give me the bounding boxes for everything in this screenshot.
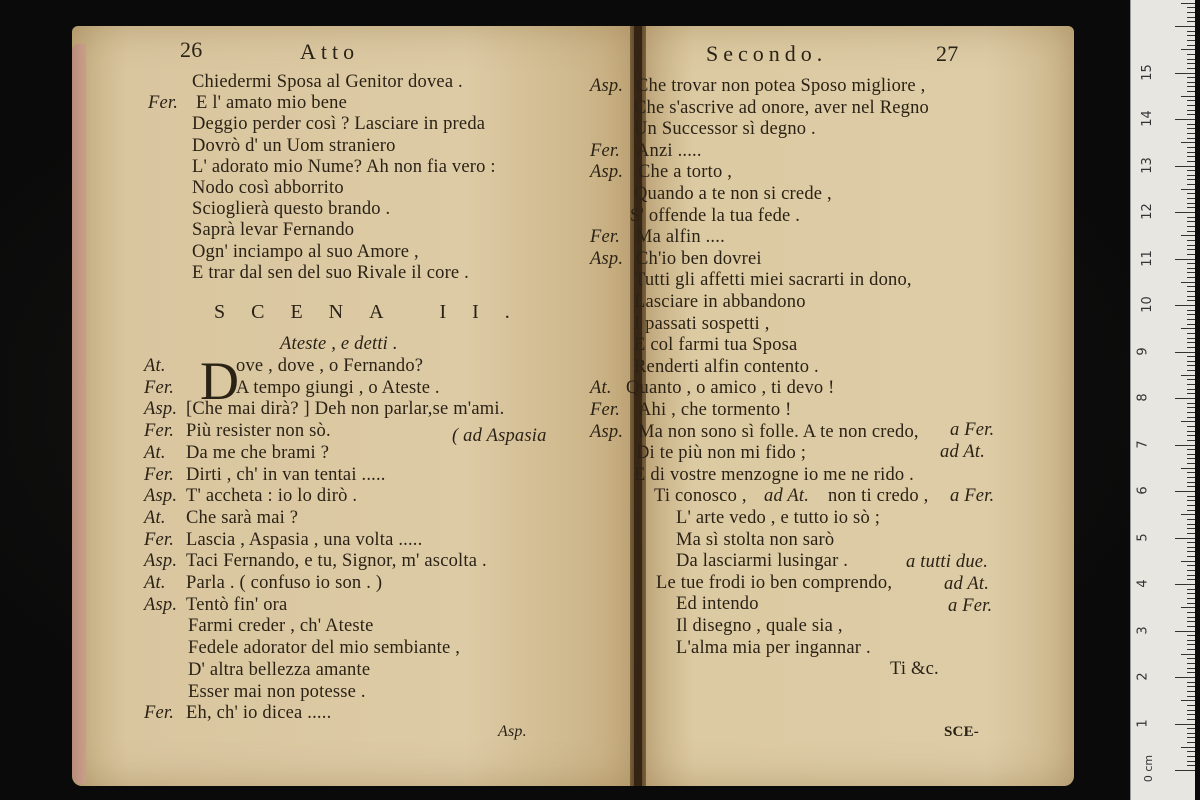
speaker-label: At.	[144, 442, 166, 463]
ruler-tick	[1187, 649, 1195, 650]
aside-ad-aspasia: ( ad Aspasia	[452, 426, 547, 446]
verse-line: Quanto , o amico , ti devo !	[626, 378, 835, 399]
ruler-tick	[1187, 68, 1195, 69]
verse-line: Ed intendo	[676, 594, 759, 615]
ruler-tick	[1187, 598, 1195, 599]
speaker-label: Asp.	[590, 76, 624, 96]
ruler-tick	[1187, 54, 1195, 55]
speaker-label: Fer.	[144, 529, 175, 550]
verse-line: Lasciare in abbandono	[634, 292, 806, 312]
ruler-tick	[1187, 542, 1195, 543]
speaker-label: Fer.	[144, 703, 175, 724]
ruler-tick	[1187, 617, 1195, 618]
verse-line: I passati sospetti ,	[634, 313, 770, 334]
speaker-label: Asp.	[590, 421, 624, 442]
ruler-tick	[1181, 468, 1195, 469]
ruler-tick	[1187, 338, 1195, 339]
ruler-number: 15	[1139, 63, 1155, 81]
ruler-tick	[1187, 179, 1195, 180]
verse-line: Le tue frodi io ben comprendo,	[656, 572, 893, 593]
ruler-tick	[1187, 733, 1195, 734]
ruler-number: 9	[1135, 346, 1151, 356]
verse-line: Ti &c.	[890, 659, 939, 680]
ruler-tick	[1187, 403, 1195, 404]
ruler-number: 1	[1135, 718, 1151, 728]
speaker-label: Fer.	[590, 227, 621, 248]
ruler-tick	[1175, 631, 1195, 632]
ruler-tick	[1181, 282, 1195, 283]
speaker-label: Asp.	[144, 399, 178, 420]
ruler-tick	[1187, 714, 1195, 715]
ruler-tick	[1187, 486, 1195, 487]
ruler-tick	[1181, 747, 1195, 748]
speaker-label: Fer.	[590, 400, 621, 420]
ruler-tick	[1187, 417, 1195, 418]
ruler-tick	[1187, 756, 1195, 757]
verse-line: Saprà levar Fernando	[192, 220, 355, 241]
ruler-tick	[1187, 310, 1195, 311]
ruler-tick	[1181, 142, 1195, 143]
verse-line: Un Successor sì degno .	[634, 119, 816, 140]
ruler-tick	[1187, 365, 1195, 366]
aside-ad-at-2: ad At.	[764, 486, 810, 506]
verse-line: Da lasciarmi lusingar .	[676, 551, 849, 572]
speaker-label: Fer.	[148, 93, 179, 114]
ruler-tick	[1175, 352, 1195, 353]
ruler-tick	[1187, 551, 1195, 552]
ruler-tick	[1187, 324, 1195, 325]
verse-line: E l' amato mio bene	[196, 93, 347, 114]
ruler-tick	[1187, 231, 1195, 232]
drop-cap: D	[200, 351, 239, 411]
ruler-tick	[1181, 514, 1195, 515]
ruler-tick	[1175, 398, 1195, 399]
aside-a-tutti-due: a tutti due.	[906, 552, 989, 572]
ruler-tick	[1187, 575, 1195, 576]
ruler-tick	[1187, 435, 1195, 436]
ruler-tick	[1187, 128, 1195, 129]
ruler-tick	[1181, 328, 1195, 329]
stage-direction: Ateste , e detti .	[280, 334, 398, 354]
verse-line: Che a torto ,	[638, 162, 733, 183]
verse-line: Tentò fin' ora	[186, 594, 288, 615]
page-number-right: 27	[936, 41, 959, 66]
ruler-tick	[1187, 528, 1195, 529]
ruler-tick	[1187, 105, 1195, 106]
ruler-tick	[1187, 696, 1195, 697]
ruler-tick	[1187, 412, 1195, 413]
ruler-tick	[1175, 677, 1195, 678]
speaker-label: Fer.	[144, 377, 175, 398]
ruler-tick	[1181, 607, 1195, 608]
running-head-right: Secondo.	[706, 41, 828, 66]
page-edge	[72, 44, 86, 784]
verse-line: Dirti , ch' in van tentai .....	[186, 464, 386, 485]
verse-line: Scioglierà questo brando .	[192, 199, 391, 220]
ruler-tick	[1187, 7, 1195, 8]
ruler-tick	[1187, 152, 1195, 153]
ruler-tick	[1187, 761, 1195, 762]
aside-a-fer-3: a Fer.	[948, 596, 993, 616]
ruler-number: 5	[1135, 532, 1151, 542]
ruler-tick	[1187, 203, 1195, 204]
ruler-tick	[1187, 110, 1195, 111]
verse-line: Ma alfin ....	[636, 227, 725, 248]
ruler-tick	[1187, 505, 1195, 506]
verse-line: Ti conosco ,	[654, 486, 747, 507]
ruler-tick	[1187, 426, 1195, 427]
ruler-tick	[1187, 565, 1195, 566]
verse-line: ove , dove , o Fernando?	[236, 356, 424, 376]
page-number-left: 26	[180, 37, 203, 62]
ruler-tick	[1187, 482, 1195, 483]
verse-line: Ma sì stolta non sarò	[676, 529, 835, 550]
ruler-tick	[1187, 198, 1195, 199]
ruler-tick	[1187, 91, 1195, 92]
ruler-tick	[1187, 184, 1195, 185]
verse-line: Deggio perder così ? Lasciare in preda	[192, 114, 486, 135]
ruler-tick	[1175, 166, 1195, 167]
ruler-number: 14	[1139, 110, 1155, 127]
ruler-tick	[1187, 333, 1195, 334]
ruler-tick	[1187, 440, 1195, 441]
ruler-tick	[1187, 556, 1195, 557]
running-head-left: Atto	[300, 39, 360, 64]
ruler-tick	[1187, 100, 1195, 101]
ruler-tick	[1175, 491, 1195, 492]
ruler-tick	[1187, 682, 1195, 683]
ruler-tick	[1181, 96, 1195, 97]
verse-line: Da me che brami ?	[186, 442, 330, 463]
ruler-tick	[1187, 59, 1195, 60]
ruler-tick	[1181, 654, 1195, 655]
aside-non-ti-credo: non ti credo ,	[828, 486, 929, 506]
ruler-tick	[1181, 189, 1195, 190]
ruler-tick	[1187, 579, 1195, 580]
verse-line: Quando a te non si crede ,	[634, 184, 832, 204]
ruler-tick	[1187, 300, 1195, 301]
ruler-tick	[1181, 421, 1195, 422]
ruler-tick	[1187, 686, 1195, 687]
ruler-tick	[1175, 770, 1195, 771]
ruler-tick	[1187, 40, 1195, 41]
ruler-unit: 0 cm	[1142, 754, 1156, 783]
ruler-tick	[1187, 765, 1195, 766]
verse-line: A tempo giungi , o Ateste .	[236, 377, 440, 398]
ruler-tick	[1187, 589, 1195, 590]
measurement-ruler	[1130, 0, 1195, 800]
ruler-tick	[1187, 156, 1195, 157]
ruler-tick	[1175, 259, 1195, 260]
ruler-tick	[1187, 524, 1195, 525]
ruler-tick	[1187, 175, 1195, 176]
ruler-tick	[1187, 314, 1195, 315]
ruler-tick	[1181, 235, 1195, 236]
ruler-tick	[1187, 626, 1195, 627]
ruler-tick	[1187, 86, 1195, 87]
ruler-tick	[1181, 700, 1195, 701]
ruler-tick	[1187, 138, 1195, 139]
ruler-tick	[1187, 77, 1195, 78]
ruler-tick	[1187, 500, 1195, 501]
ruler-tick	[1187, 356, 1195, 357]
verse-line: Che trovar non potea Sposo migliore ,	[636, 76, 926, 96]
ruler-number: 10	[1139, 296, 1155, 313]
verse-line: Lascia , Aspasia , una volta .....	[186, 529, 423, 550]
ruler-tick	[1187, 45, 1195, 46]
ruler-tick	[1187, 431, 1195, 432]
verse-line: Di te più non mi fido ;	[636, 443, 807, 464]
ruler-number: 13	[1139, 156, 1155, 174]
ruler-number: 2	[1135, 672, 1151, 681]
speaker-label: At.	[144, 356, 166, 376]
ruler-tick	[1187, 193, 1195, 194]
verse-line: Il disegno , quale sia ,	[676, 616, 843, 636]
speaker-label: Asp.	[144, 551, 178, 572]
ruler-tick	[1187, 389, 1195, 390]
ruler-tick	[1175, 305, 1195, 306]
ruler-tick	[1181, 561, 1195, 562]
ruler-tick	[1187, 170, 1195, 171]
ruler-tick	[1187, 737, 1195, 738]
ruler-tick	[1175, 119, 1195, 120]
ruler-tick	[1175, 26, 1195, 27]
ruler-tick	[1187, 510, 1195, 511]
ruler-tick	[1187, 245, 1195, 246]
ruler-tick	[1175, 212, 1195, 213]
ruler-tick	[1187, 668, 1195, 669]
ruler-tick	[1187, 570, 1195, 571]
speaker-label: Fer.	[144, 464, 175, 485]
ruler-tick	[1187, 63, 1195, 64]
ruler-tick	[1187, 449, 1195, 450]
verse-line: Che sarà mai ?	[186, 507, 299, 528]
verse-line: Fedele adorator del mio sembiante ,	[188, 638, 461, 659]
catchword-right: SCE-	[944, 724, 979, 740]
ruler-tick	[1187, 658, 1195, 659]
ruler-tick	[1181, 3, 1195, 4]
ruler-tick	[1187, 519, 1195, 520]
ruler-tick	[1187, 361, 1195, 362]
ruler-tick	[1187, 593, 1195, 594]
verse-line: D' altra bellezza amante	[188, 659, 371, 680]
verse-line: Esser mai non potesse .	[188, 681, 366, 702]
verse-line: Più resister non sò.	[186, 421, 331, 442]
ruler-tick	[1187, 221, 1195, 222]
speaker-label: At.	[144, 573, 166, 593]
ruler-tick	[1187, 291, 1195, 292]
ruler-tick	[1187, 547, 1195, 548]
aside-ad-at-3: ad At.	[944, 574, 990, 594]
ruler-tick	[1175, 584, 1195, 585]
ruler-tick	[1187, 728, 1195, 729]
ruler-tick	[1181, 375, 1195, 376]
verse-line: L'alma mia per ingannar .	[676, 637, 871, 658]
ruler-tick	[1187, 207, 1195, 208]
speaker-label: Asp.	[590, 162, 624, 183]
ruler-tick	[1187, 496, 1195, 497]
verse-line: E col farmi tua Sposa	[634, 335, 798, 356]
ruler-tick	[1187, 463, 1195, 464]
verse-line: Anzi .....	[636, 140, 702, 161]
ruler-tick	[1187, 612, 1195, 613]
ruler-tick	[1187, 710, 1195, 711]
ruler-tick	[1187, 621, 1195, 622]
ruler-tick	[1187, 347, 1195, 348]
verse-line: [Che mai dirà? ] Deh non parlar,se m'ami.	[186, 399, 505, 420]
verse-line: Tutti gli affetti miei sacrarti in dono,	[634, 270, 912, 291]
ruler-tick	[1187, 533, 1195, 534]
ruler-tick	[1187, 263, 1195, 264]
ruler-tick	[1187, 663, 1195, 664]
ruler-tick	[1187, 342, 1195, 343]
ruler-tick	[1187, 35, 1195, 36]
verse-line: E trar dal sen del suo Rivale il core .	[192, 262, 469, 283]
verse-line: E di vostre menzogne io me ne rido .	[634, 464, 915, 485]
verse-line: Farmi creder , ch' Ateste	[188, 616, 374, 637]
verse-line: Che s'ascrive ad onore, aver nel Regno	[634, 97, 930, 118]
ruler-tick	[1187, 454, 1195, 455]
ruler-tick	[1187, 635, 1195, 636]
ruler-tick	[1187, 393, 1195, 394]
ruler-tick	[1187, 124, 1195, 125]
verse-line: Nodo così abborrito	[192, 178, 344, 198]
ruler-tick	[1187, 379, 1195, 380]
ruler-tick	[1187, 672, 1195, 673]
ruler-tick	[1187, 705, 1195, 706]
ruler-tick	[1187, 12, 1195, 13]
verse-line: Dovrò d' un Uom straniero	[192, 135, 396, 156]
verse-line: T' accheta : io lo dirò .	[186, 486, 358, 507]
ruler-tick	[1187, 217, 1195, 218]
ruler-number: 6	[1135, 486, 1151, 495]
aside-ad-at-1: ad At.	[940, 442, 986, 462]
ruler-tick	[1187, 719, 1195, 720]
scene-title: SCENA II.	[214, 301, 536, 323]
ruler-tick	[1187, 272, 1195, 273]
ruler-tick	[1187, 644, 1195, 645]
ruler-tick	[1187, 82, 1195, 83]
verse-line: Ch'io ben dovrei	[636, 248, 762, 269]
ruler-tick	[1187, 691, 1195, 692]
ruler-tick	[1187, 319, 1195, 320]
ruler-tick	[1187, 240, 1195, 241]
verse-line: L' arte vedo , e tutto io sò ;	[676, 508, 881, 528]
ruler-tick	[1187, 384, 1195, 385]
verse-line: Eh, ch' io dicea .....	[186, 703, 332, 724]
ruler-tick	[1187, 751, 1195, 752]
ruler-tick	[1175, 73, 1195, 74]
verse-line: L' adorato mio Nume? Ah non fia vero :	[192, 156, 496, 177]
ruler-tick	[1187, 477, 1195, 478]
ruler-number: 12	[1139, 203, 1155, 220]
speaker-label: At.	[144, 507, 166, 528]
ruler-tick	[1187, 21, 1195, 22]
verse-line: Renderti alfin contento .	[634, 356, 819, 377]
verse-line: S' offende la tua fede .	[630, 205, 801, 226]
ruler-tick	[1181, 49, 1195, 50]
verse-line: Ma non sono sì folle. A te non credo,	[638, 421, 919, 442]
ruler-tick	[1187, 226, 1195, 227]
ruler-tick	[1187, 277, 1195, 278]
ruler-number: 11	[1139, 249, 1155, 267]
ruler-tick	[1187, 742, 1195, 743]
ruler-number: 7	[1135, 439, 1151, 449]
ruler-tick	[1175, 538, 1195, 539]
ruler-tick	[1187, 640, 1195, 641]
ruler-tick	[1187, 114, 1195, 115]
ruler-tick	[1187, 472, 1195, 473]
ruler-tick	[1187, 147, 1195, 148]
verse-line: Parla . ( confuso io son . )	[186, 573, 383, 593]
ruler-tick	[1187, 286, 1195, 287]
catchword-left: Asp.	[498, 723, 527, 740]
ruler-tick	[1187, 603, 1195, 604]
ruler-tick	[1187, 249, 1195, 250]
aside-a-fer-1: a Fer.	[950, 420, 995, 440]
ruler-tick	[1187, 268, 1195, 269]
speaker-label: Asp.	[144, 486, 178, 507]
ruler-tick	[1187, 458, 1195, 459]
ruler-tick	[1187, 370, 1195, 371]
ruler-number: 8	[1135, 393, 1151, 402]
verse-line: Taci Fernando, e tu, Signor, m' ascolta .	[186, 551, 487, 572]
ruler-tick	[1187, 254, 1195, 255]
ruler-tick	[1175, 445, 1195, 446]
speaker-label: At.	[590, 378, 612, 399]
ruler-tick	[1187, 296, 1195, 297]
speaker-label: Fer.	[590, 140, 621, 161]
speaker-label: Asp.	[590, 248, 624, 269]
verse-line: Ahi , che tormento !	[638, 400, 792, 420]
ruler-tick	[1187, 133, 1195, 134]
verse-line: Ogn' inciampo al suo Amore ,	[192, 241, 419, 262]
ruler-tick	[1187, 17, 1195, 18]
speaker-label: Asp.	[144, 594, 178, 615]
ruler-tick	[1175, 724, 1195, 725]
speaker-label: Fer.	[144, 421, 175, 442]
verse-line: Chiedermi Sposa al Genitor dovea .	[192, 72, 463, 92]
ruler-number: 4	[1135, 579, 1151, 588]
ruler-tick	[1187, 31, 1195, 32]
ruler-number: 3	[1135, 625, 1151, 635]
aside-a-fer-2: a Fer.	[950, 486, 995, 506]
ruler-tick	[1187, 407, 1195, 408]
ruler-tick	[1187, 161, 1195, 162]
